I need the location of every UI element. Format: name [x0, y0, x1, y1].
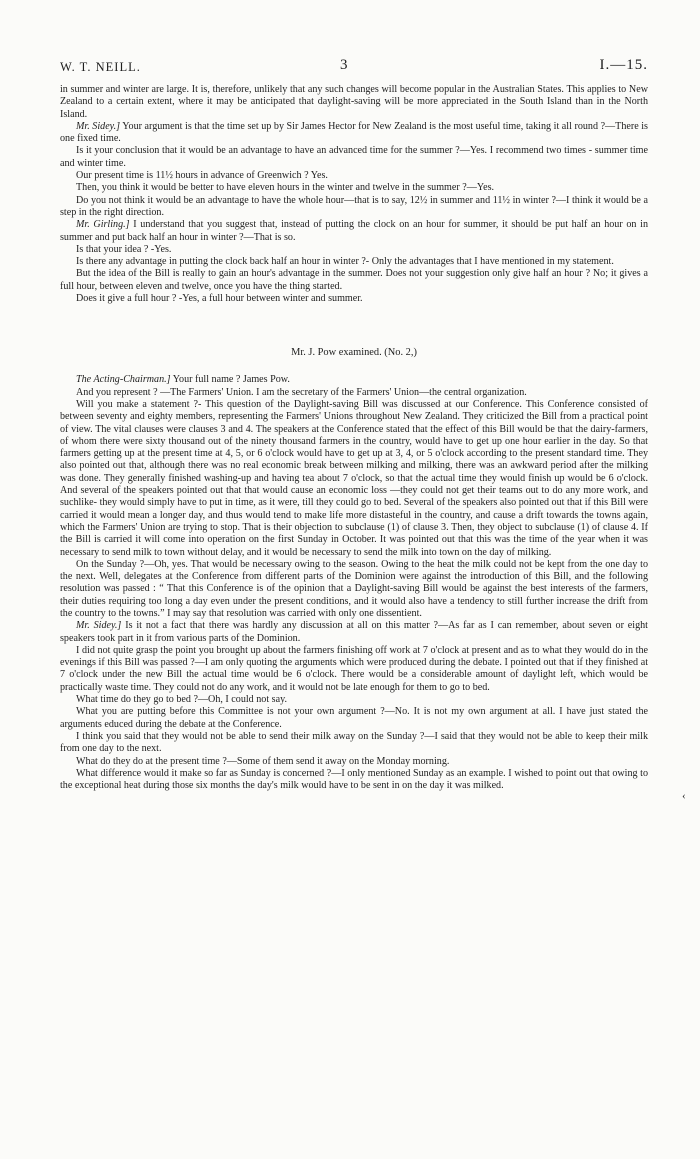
paragraph: Then, you think it would be better to have eleven hours in the winter and twelve in the summer ?—Yes. — [76, 182, 495, 194]
paragraph: Mr. Sidey.] Is it not a fact that there was hardly any discussion at all on this matter ?—As far as I can remember, about seven or eight speakers took part in it from various parts of the Dominion. — [60, 620, 648, 644]
paragraph: Mr. Girling.] I understand that you suggest that, instead of putting the clock on an hour for summer, it should be put half an hour on in summer and put back half an hour in winter ?—That is so. — [60, 219, 648, 243]
paragraph: Is there any advantage in putting the clock back half an hour in winter ?- Only the advantages that I have mentioned in my statement. — [76, 256, 614, 268]
margin-mark: ‹ — [682, 790, 686, 802]
paragraph: But the idea of the Bill is really to gain an hour's advantage in the summer. Does not your suggestion only give half an hour ? No; it gives a full hour, between eleven and twelve, once you have the thing started. — [60, 268, 648, 292]
paragraph: What you are putting before this Committee is not your own argument ?—No. It is not my own argument at all. I have just stated the arguments educed during the debate at the Conference. — [60, 706, 648, 730]
section-sidey-girling — [60, 84, 648, 305]
header-witness-name: W. T. NEILL. — [60, 60, 141, 74]
paragraph: The Acting-Chairman.] Your full name ? James Pow. — [76, 374, 290, 386]
speaker-label: Mr. Sidey.] — [76, 120, 121, 132]
paragraph: Is that your idea ? -Yes. — [76, 243, 172, 255]
section-pow-examination — [60, 374, 648, 792]
examination-heading: Mr. J. Pow examined. (No. 2,) — [291, 347, 417, 359]
page-number: 3 — [340, 57, 349, 73]
page-header — [60, 57, 648, 84]
paragraph: Is it your conclusion that it would be an advantage to have an advanced time for the summer ?—Yes. I recommend two times - summer time and winter time. — [60, 145, 648, 169]
paragraph: I did not quite grasp the point you brought up about the farmers finishing off work at 7 o'clock at present and as to what they would do in the evenings if this Bill was passed ?—I am only quoting the arguments which were produced during the debate. I pointed out that if they finished at 7 o'clock under the new Bill the actual time would be 6 o'clock. There would be a considerable amount of daylight left, which would be practically waste time. They could not do any work, and it would not be late enough for them to go to bed. — [60, 644, 648, 693]
paragraph: Do you not think it would be an advantage to have the whole hour—that is to say, 12½ in summer and 11½ in winter ?—I think it would be a step in the right direction. — [60, 194, 648, 218]
paragraph: I think you said that they would not be able to send their milk away on the Sunday ?—I said that they would not be able to keep their milk from one day to the next. — [60, 730, 648, 755]
paragraph: And you represent ? —The Farmers' Union. I am the secretary of the Farmers' Union—the central organization. — [76, 386, 527, 398]
speaker-label: The Acting-Chairman.] — [76, 374, 171, 386]
paragraph: What do they do at the present time ?—Some of them send it away on the Monday morning. — [76, 755, 450, 767]
paragraph: in summer and winter are large. It is, therefore, unlikely that any such changes will become popular in the Australian States. This applies to New Zealand to a certain extent, where it may be anticipated that daylight-saving will be more appreciated in the South Island than in the North Island. — [60, 84, 648, 120]
paragraph: Mr. Sidey.] Your argument is that the time set up by Sir James Hector for New Zealand is the most useful time, taking it all round ?—There is one fixed time. — [60, 120, 648, 145]
paragraph: What time do they go to bed ?—Oh, I could not say. — [76, 694, 287, 706]
document-reference: I.—15. — [599, 57, 648, 73]
paragraph: Does it give a full hour ? -Yes, a full hour between winter and summer. — [76, 293, 363, 305]
speaker-label: Mr. Sidey.] — [76, 620, 122, 632]
paragraph: On the Sunday ?—Oh, yes. That would be necessary owing to the season. Owing to the heat the milk could not be kept from the one day to the next. Well, delegates at the Conference from different parts of the Dominion were against the introduction of this Bill, and the following resolution was passed : “ That this Conference is of the opinion that a Daylight-saving Bill would be against the best interests of the farmers, their duties requiring too long a day even under the present conditions, and it would also have a tendency to still further increase the drift from the country to the towns.” I may say that resolution was carried with only one dissentient. — [60, 558, 648, 619]
speaker-label: Mr. Girling.] — [76, 219, 130, 231]
document-page — [60, 57, 648, 792]
paragraph: Will you make a statement ?- This question of the Daylight-saving Bill was discussed at our Conference. This Conference consisted of between seventy and eighty members, representing the Farmers' Unions throughout New Zealand. They criticized the Bill from a practical point of view. The vital clauses were clauses 3 and 4. The speakers at the Conference stated that the effect of this Bill would be that the dairy-farmers, of whom there were sixty thousand out of the ninety thousand farmers in the country, would have to get up one hour earlier in the day. So that farmers getting up at the present time at 4, 5, or 6 o'clock would have to get up at 3, 4, or 5 o'clock according to the present standard time. They also pointed out that, although there was no real economic break between milking and milking, there was an awkward period after the milking was done. They generally finished washing-up and having tea about 7 o'clock, so that the actual time they would finish up would be 6 o'clock. And several of the speakers pointed out that that would cause an economic loss —they could not get their teams out to do any more work, and suchlike- they would simply have to put in time, as it were, till they could go to bed. Several of the speakers also pointed out that if this Bill were carried it would mean a longer day, and thus would tend to make life more distasteful in the country, and cause a drift towards the towns again, which the Farmers' Union are trying to stop. That is their objection to subclause (1) of clause 3. Then, they object to subclause (1) of clause 4. If the Bill is carried it will come into operation on the first Sunday in October. It was pointed out that this was the time of the year when it was necessary to send milk to town without delay, and it would be necessary to send the milk into town on the day of milking. — [60, 398, 648, 558]
paragraph: Our present time is 11½ hours in advance of Greenwich ? Yes. — [76, 170, 328, 182]
paragraph: What difference would it make so far as Sunday is concerned ?—I only mentioned Sunday as an example. I wished to point out that owing to the exceptional heat during those six months the day's milk would have to be sent in on the day it was milked. — [60, 767, 648, 792]
